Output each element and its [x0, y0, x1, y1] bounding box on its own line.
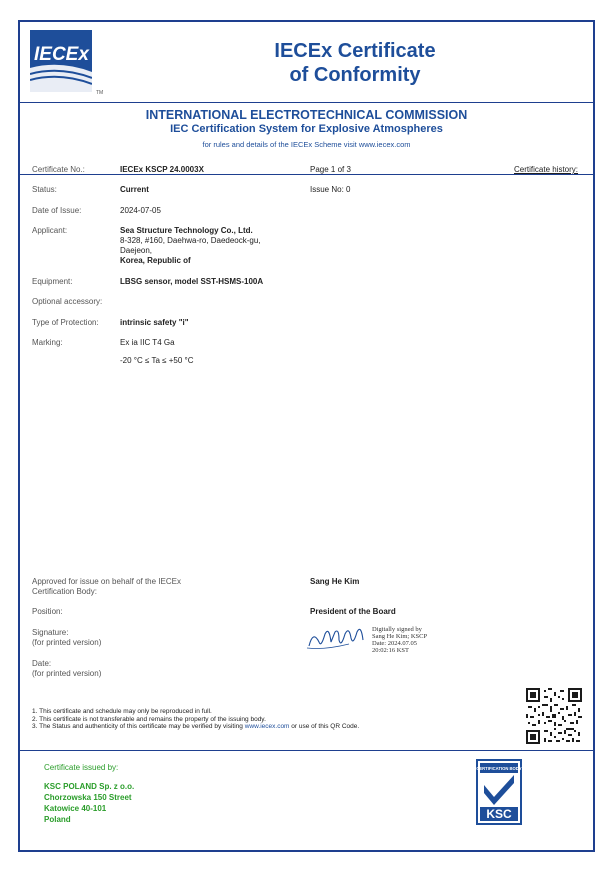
- equipment-label: Equipment:: [32, 277, 73, 286]
- note-1: 1. This certificate and schedule may only be reproduced in full.: [32, 708, 212, 715]
- note-3: 3. The Status and authenticity of this certificate may be verified by visiting www.iecex.com or use of this QR Code.: [32, 723, 360, 730]
- issuer-street: Chorzowska 150 Street: [44, 793, 132, 802]
- issuer-name: KSC POLAND Sp. z o.o.: [44, 782, 135, 791]
- approved-label: Approved for issue on behalf of the IECEx Certification Body:: [32, 577, 181, 596]
- date-label: Date of Issue:: [32, 206, 82, 215]
- issue-number: Issue No: 0: [310, 185, 351, 194]
- signature-label: Signature: (for printed version): [32, 628, 102, 647]
- logo-wordmark: IECEx: [34, 44, 89, 65]
- applicant-address-1: 8-328, #160, Daehwa-ro, Daedeock-gu,: [120, 236, 261, 245]
- protection-value: intrinsic safety "i": [120, 318, 189, 327]
- date-printed-label: Date: (for printed version): [32, 659, 102, 678]
- page-number: Page 1 of 3: [310, 165, 351, 174]
- trademark: TM: [96, 90, 104, 96]
- certificate-history-link[interactable]: Certificate history:: [514, 165, 579, 174]
- org-system: IEC Certification System for Explosive Atmospheres: [170, 123, 443, 135]
- position-value: President of the Board: [310, 607, 396, 616]
- approver-name: Sang He Kim: [310, 577, 360, 586]
- page-title: IECEx Certificate of Conformity: [274, 40, 436, 86]
- applicant-label: Applicant:: [32, 226, 68, 235]
- applicant-country: Korea, Republic of: [120, 256, 191, 265]
- cert-no-label: Certificate No.:: [32, 165, 85, 174]
- marking-value-1: Ex ia IIC T4 Ga: [120, 338, 175, 347]
- optional-accessory-label: Optional accessory:: [32, 297, 103, 306]
- applicant-address-2: Daejeon,: [120, 246, 153, 255]
- cert-no: IECEx KSCP 24.0003X: [120, 165, 204, 174]
- applicant: [120, 226, 261, 266]
- marking-value-2: -20 °C ≤ Ta ≤ +50 °C: [120, 356, 194, 365]
- verify-link[interactable]: www.iecex.com: [244, 723, 290, 730]
- digital-signature-text: Digitally signed by Sang He Kim; KSCP Date: 2024.07.05 20:02:16 KST: [372, 626, 428, 654]
- marking-label: Marking:: [32, 338, 63, 347]
- status-label: Status:: [32, 185, 57, 194]
- status-value: Current: [120, 185, 149, 194]
- organization-header: [20, 102, 593, 175]
- issuer-section: [20, 750, 593, 851]
- certificate-frame: [18, 20, 595, 852]
- ksc-logo: [476, 759, 522, 825]
- issuer-city: Katowice 40-101: [44, 804, 107, 813]
- issued-by-label: Certificate issued by:: [44, 763, 119, 772]
- issuer-country: Poland: [44, 815, 71, 824]
- header: [20, 22, 593, 103]
- issuer-address: [44, 781, 134, 825]
- iecex-logo: [30, 30, 92, 92]
- notes: [32, 708, 359, 731]
- applicant-name: Sea Structure Technology Co., Ltd.: [120, 226, 253, 235]
- svg-text:KSC: KSC: [486, 807, 512, 821]
- position-label: Position:: [32, 607, 63, 616]
- issue-date: 2024-07-05: [120, 206, 161, 215]
- org-rules: for rules and details of the IECEx Scheme visit www.iecex.com: [202, 140, 411, 149]
- svg-text:CERTIFICATION BODY: CERTIFICATION BODY: [476, 766, 522, 771]
- note-2: 2. This certificate is not transferable and remains the property of the issuing body.: [32, 715, 266, 723]
- qr-code[interactable]: [526, 688, 582, 744]
- iecex-link[interactable]: www.iecex.com: [358, 140, 411, 149]
- org-name: INTERNATIONAL ELECTROTECHNICAL COMMISSION: [145, 108, 468, 122]
- equipment-value: LBSG sensor, model SST-HSMS-100A: [120, 277, 264, 286]
- protection-label: Type of Protection:: [32, 318, 99, 327]
